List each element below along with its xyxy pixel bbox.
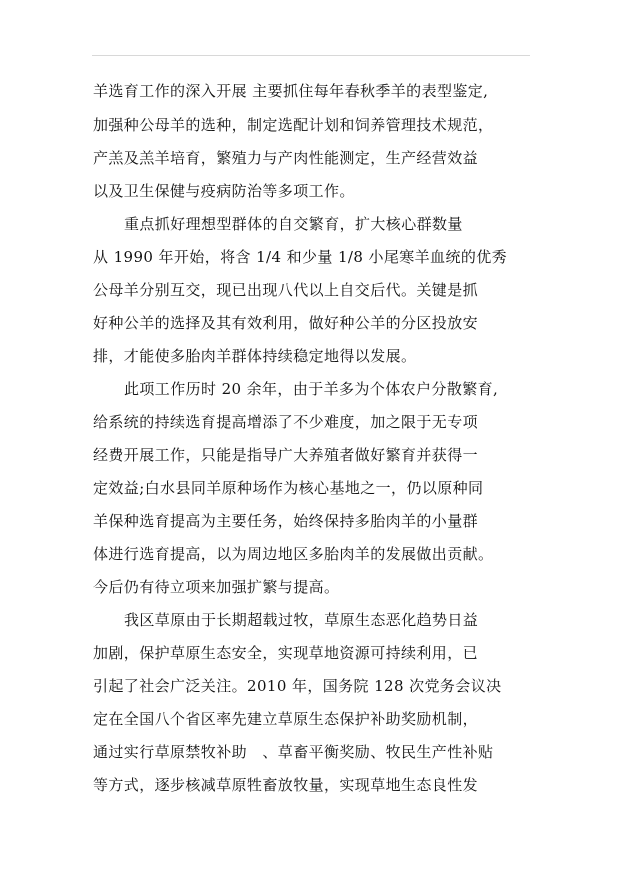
text-line: 今后仍有待立项来加强扩繁与提高。 [93,578,340,596]
text-line: 羊保种选育提高为主要任务，始终保持多胎肉羊的小量群 [93,512,479,530]
paragraph-first-line: 此项工作历时 20 余年，由于羊多为个体农户分散繁育, [124,380,499,398]
text-line: 公母羊分别互交，现已出现八代以上自交后代。关键是抓 [93,281,479,299]
text-line: 给系统的持续选育提高增添了不少难度，加之限于无专项 [93,413,479,431]
text-line: 定效益;白水县同羊原种场作为核心基地之一，仍以原种同 [93,479,484,497]
text-line: 产羔及羔羊培育，繁殖力与产肉性能测定，生产经营效益 [93,149,479,167]
paragraph-first-line: 我区草原由于长期超载过牧，草原生态恶化趋势日益 [124,611,479,629]
text-line: 从 1990 年开始，将含 1/4 和少量 1/8 小尾寒羊血统的优秀 [93,248,508,266]
text-line: 羊选育工作的深入开展 主要抓住每年春秋季羊的表型鉴定, [93,82,489,100]
text-line: 加剧，保护草原生态安全，实现草地资源可持续利用，已 [93,644,479,662]
text-line: 体进行选育提高，以为周边地区多胎肉羊的发展做出贡献。 [93,545,494,563]
text-line: 好种公羊的选择及其有效利用，做好种公羊的分区投放安 [93,314,479,332]
text-line: 加强种公母羊的选种，制定选配计划和饲养管理技术规范， [93,116,494,134]
text-line: 引起了社会广泛关注。2010 年，国务院 128 次党务会议决 [93,677,502,695]
text-line: 经费开展工作，只能是指导广大养殖者做好繁育并获得一 [93,446,479,464]
text-line: 定在全国八个省区率先建立草原生态保护补助奖励机制， [93,710,479,728]
header-rule [92,55,530,56]
text-line: 排，才能使多胎肉羊群体持续稳定地得以发展。 [93,347,417,365]
paragraph-first-line: 重点抓好理想型群体的自交繁育，扩大核心群数量 [124,215,463,233]
text-line: 以及卫生保健与疫病防治等多项工作。 [93,182,355,200]
text-line: 通过实行草原禁牧补助 、草畜平衡奖励、牧民生产性补贴 [93,743,494,761]
text-line: 等方式，逐步核减草原牲畜放牧量，实现草地生态良性发 [93,776,479,794]
